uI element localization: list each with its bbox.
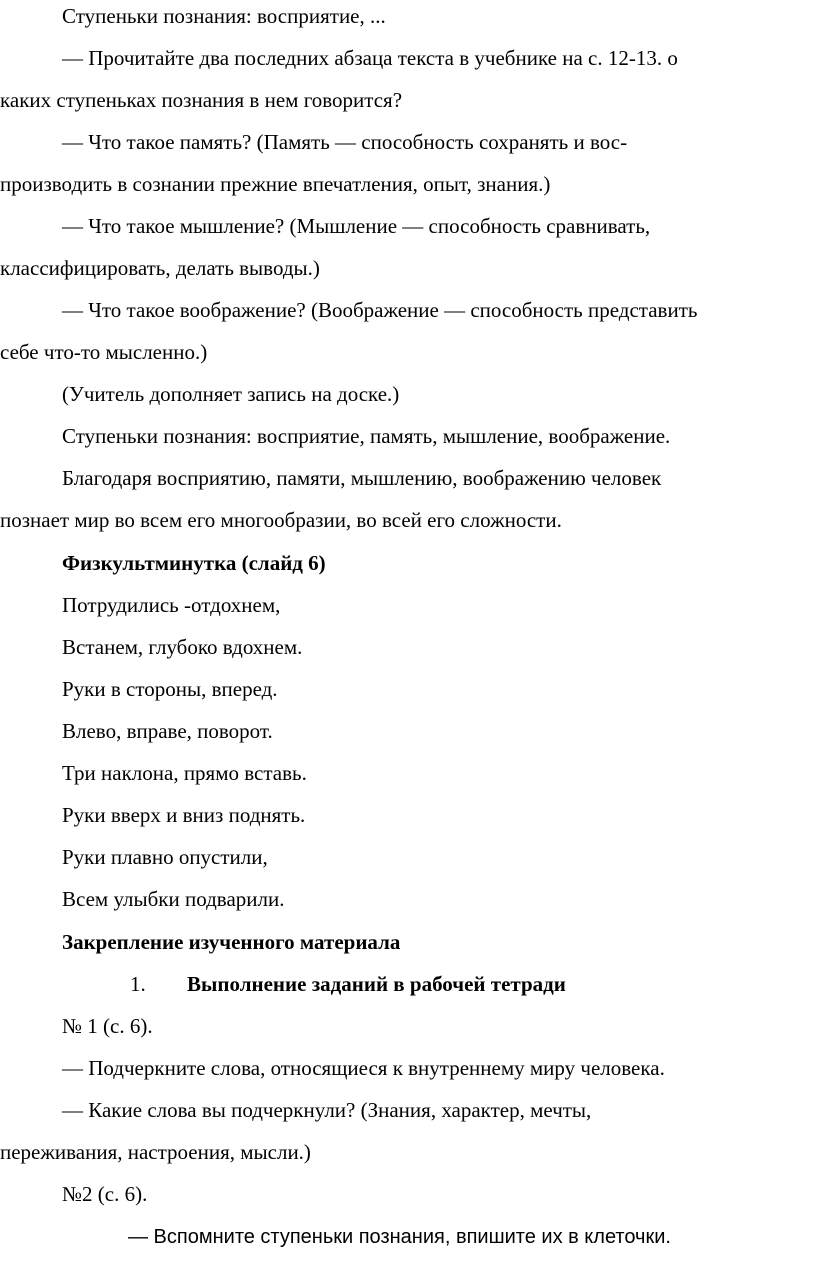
- paragraph-line: переживания, настроения, мысли.): [0, 1140, 311, 1164]
- task-number: №2 (с. 6).: [62, 1182, 148, 1206]
- poem-line: Три наклона, прямо вставь.: [62, 761, 307, 785]
- paragraph-line: Ступеньки познания: восприятие, ...: [62, 4, 386, 28]
- paragraph-line: — Подчеркните слова, относящиеся к внутреннему миру человека.: [62, 1056, 665, 1080]
- paragraph-line: — Прочитайте два последних абзаца текста в учебнике на с. 12-13. о: [62, 46, 678, 70]
- paragraph-line: классифицировать, делать выводы.): [0, 256, 320, 280]
- section-heading-fizkultminutka: Физкультминутка (слайд 6): [62, 551, 326, 575]
- poem-line: Руки в стороны, вперед.: [62, 677, 278, 701]
- paragraph-line: себе что-то мысленно.): [0, 340, 208, 364]
- paragraph-line: Благодаря восприятию, памяти, мышлению, воображению человек: [62, 466, 662, 490]
- paragraph-line: познает мир во всем его многообразии, во всей его сложности.: [0, 508, 562, 532]
- paragraph-line: производить в сознании прежние впечатления, опыт, знания.): [0, 172, 551, 196]
- paragraph-line: — Вспомните ступеньки познания, впишите их в клеточки.: [128, 1226, 671, 1248]
- paragraph-line: — Что такое воображение? (Воображение — способность представить: [62, 298, 698, 322]
- poem-line: Потрудились -отдохнем,: [62, 593, 281, 617]
- list-item-title: Выполнение заданий в рабочей тетради: [187, 972, 566, 996]
- paragraph-line: Ступеньки познания: восприятие, память, мышление, воображение.: [62, 424, 671, 448]
- paragraph-line: (Учитель дополняет запись на доске.): [62, 382, 400, 406]
- poem-line: Руки плавно опустили,: [62, 845, 268, 869]
- task-number: № 1 (с. 6).: [62, 1014, 153, 1038]
- paragraph-line: — Что такое мышление? (Мышление — способность сравнивать,: [62, 214, 651, 238]
- poem-line: Встанем, глубоко вдохнем.: [62, 635, 303, 659]
- poem-line: Руки вверх и вниз поднять.: [62, 803, 306, 827]
- poem-line: Влево, вправе, поворот.: [62, 719, 273, 743]
- paragraph-line: — Какие слова вы подчеркнули? (Знания, характер, мечты,: [62, 1098, 592, 1122]
- poem-line: Всем улыбки подварили.: [62, 887, 285, 911]
- section-heading-zakreplenie: Закрепление изученного материала: [62, 930, 401, 954]
- paragraph-line: каких ступеньках познания в нем говорится?: [0, 88, 403, 112]
- list-number: 1.: [130, 972, 146, 996]
- paragraph-line: — Что такое память? (Память — способность сохранять и вос-: [62, 130, 628, 154]
